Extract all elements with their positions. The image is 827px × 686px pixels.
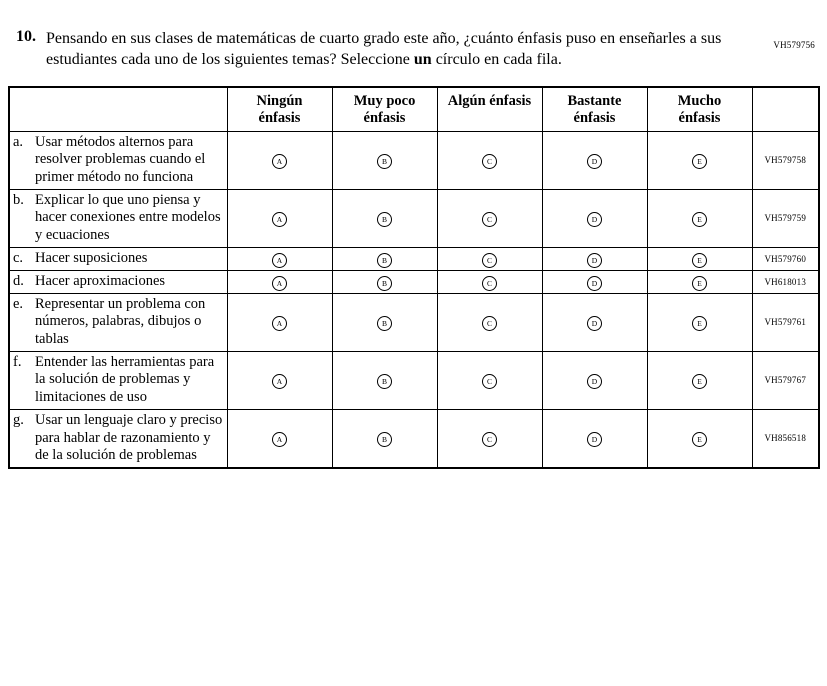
- option-circle-c-row-b[interactable]: C: [482, 212, 497, 227]
- option-cell: [332, 270, 437, 293]
- option-cell: [542, 189, 647, 247]
- row-text: Usar métodos alternos para resolver problemas cuando el primer método no funciona: [35, 133, 206, 185]
- option-cell: [437, 351, 542, 409]
- option-circle-e-row-f[interactable]: E: [692, 374, 707, 389]
- table-row: [9, 247, 819, 270]
- option-circle-d-row-e[interactable]: D: [587, 316, 602, 331]
- option-cell: [437, 270, 542, 293]
- option-circle-b-row-a[interactable]: B: [377, 154, 392, 169]
- row-letter: d.: [13, 272, 24, 289]
- row-letter: f.: [13, 353, 22, 370]
- row-text: Hacer aproximaciones: [35, 272, 166, 289]
- option-cell: [332, 351, 437, 409]
- table-row: [9, 351, 819, 409]
- option-circle-b-row-g[interactable]: B: [377, 432, 392, 447]
- question-text-after: círculo en cada fila.: [435, 51, 562, 69]
- option-circle-e-row-g[interactable]: E: [692, 432, 707, 447]
- option-cell: [647, 270, 752, 293]
- option-circle-d-row-d[interactable]: D: [587, 276, 602, 291]
- row-letter: a.: [13, 133, 24, 150]
- option-circle-a-row-c[interactable]: A: [272, 253, 287, 268]
- row-text: Hacer suposiciones: [35, 249, 148, 266]
- option-cell: [227, 409, 332, 468]
- option-cell: [332, 131, 437, 189]
- row-letter: b.: [13, 191, 24, 208]
- row-code: VH579758: [752, 131, 819, 189]
- header-4: Mucho énfasis: [647, 87, 752, 131]
- option-circle-b-row-c[interactable]: B: [377, 253, 392, 268]
- option-cell: [332, 189, 437, 247]
- option-cell: [227, 293, 332, 351]
- option-circle-b-row-b[interactable]: B: [377, 212, 392, 227]
- option-cell: [332, 293, 437, 351]
- row-code: VH579760: [752, 247, 819, 270]
- row-letter: e.: [13, 295, 24, 312]
- question-text-before: Pensando en sus clases de matemáticas de cuarto grado este año, ¿cuánto énfasis puso en enseñarles a sus estudiantes cada uno de los siguientes temas? Seleccione: [46, 30, 722, 69]
- option-circle-a-row-f[interactable]: A: [272, 374, 287, 389]
- option-circle-e-row-d[interactable]: E: [692, 276, 707, 291]
- option-circle-e-row-c[interactable]: E: [692, 253, 707, 268]
- option-circle-a-row-e[interactable]: A: [272, 316, 287, 331]
- row-label: [9, 247, 227, 270]
- option-cell: [332, 247, 437, 270]
- option-cell: [227, 189, 332, 247]
- table-row: [9, 131, 819, 189]
- option-circle-c-row-c[interactable]: C: [482, 253, 497, 268]
- option-circle-c-row-f[interactable]: C: [482, 374, 497, 389]
- option-cell: [542, 409, 647, 468]
- option-cell: [542, 351, 647, 409]
- option-cell: [437, 247, 542, 270]
- option-circle-d-row-b[interactable]: D: [587, 212, 602, 227]
- option-cell: [227, 131, 332, 189]
- header-row: [9, 87, 819, 131]
- table-header: [9, 87, 819, 131]
- option-circle-e-row-e[interactable]: E: [692, 316, 707, 331]
- header-empty-cell: [9, 87, 227, 131]
- option-circle-a-row-a[interactable]: A: [272, 154, 287, 169]
- form-code: VH579756: [773, 40, 815, 50]
- option-cell: [437, 293, 542, 351]
- option-cell: [227, 270, 332, 293]
- row-code: VH579759: [752, 189, 819, 247]
- row-letter: g.: [13, 411, 24, 428]
- emphasis-table: [8, 86, 820, 469]
- option-circle-e-row-a[interactable]: E: [692, 154, 707, 169]
- option-cell: [542, 131, 647, 189]
- option-cell: [647, 131, 752, 189]
- row-code: VH579767: [752, 351, 819, 409]
- row-label: [9, 189, 227, 247]
- row-code: VH618013: [752, 270, 819, 293]
- header-2: Algún énfasis: [437, 87, 542, 131]
- option-cell: [332, 409, 437, 468]
- header-3: Bastante énfasis: [542, 87, 647, 131]
- option-cell: [542, 270, 647, 293]
- option-cell: [227, 351, 332, 409]
- option-circle-a-row-d[interactable]: A: [272, 276, 287, 291]
- option-circle-d-row-f[interactable]: D: [587, 374, 602, 389]
- option-circle-c-row-g[interactable]: C: [482, 432, 497, 447]
- option-cell: [227, 247, 332, 270]
- question-emphasis: un: [413, 51, 432, 69]
- option-cell: [542, 247, 647, 270]
- row-text: Entender las herramientas para la solución de problemas y limitaciones de uso: [35, 353, 215, 406]
- option-circle-a-row-b[interactable]: A: [272, 212, 287, 227]
- row-text: Explicar lo que uno piensa y hacer conexiones entre modelos y ecuaciones: [35, 191, 221, 243]
- row-label: [9, 409, 227, 468]
- row-label: [9, 351, 227, 409]
- option-circle-e-row-b[interactable]: E: [692, 212, 707, 227]
- option-circle-b-row-f[interactable]: B: [377, 374, 392, 389]
- header-code-cell: [752, 87, 819, 131]
- row-text: Usar un lenguaje claro y preciso para hablar de razonamiento y de la solución de problemas: [35, 411, 223, 464]
- table-row: [9, 293, 819, 351]
- option-cell: [647, 293, 752, 351]
- option-circle-b-row-e[interactable]: B: [377, 316, 392, 331]
- table-row: [9, 409, 819, 468]
- row-code: VH579761: [752, 293, 819, 351]
- header-0: Ningún énfasis: [227, 87, 332, 131]
- option-circle-c-row-a[interactable]: C: [482, 154, 497, 169]
- row-label: [9, 293, 227, 351]
- row-label: [9, 270, 227, 293]
- option-cell: [437, 189, 542, 247]
- option-cell: [647, 189, 752, 247]
- table-body: [9, 131, 819, 468]
- option-cell: [647, 409, 752, 468]
- row-text: Representar un problema con números, palabras, dibujos o tablas: [35, 295, 206, 348]
- option-cell: [542, 293, 647, 351]
- option-circle-d-row-c[interactable]: D: [587, 253, 602, 268]
- option-cell: [437, 409, 542, 468]
- option-cell: [437, 131, 542, 189]
- option-circle-b-row-d[interactable]: B: [377, 276, 392, 291]
- option-cell: [647, 247, 752, 270]
- question-number: 10.: [16, 28, 36, 45]
- header-1: Muy poco énfasis: [332, 87, 437, 131]
- row-code: VH856518: [752, 409, 819, 468]
- option-circle-d-row-a[interactable]: D: [587, 154, 602, 169]
- option-circle-a-row-g[interactable]: A: [272, 432, 287, 447]
- row-label: [9, 131, 227, 189]
- option-circle-c-row-e[interactable]: C: [482, 316, 497, 331]
- table-row: [9, 270, 819, 293]
- question-text: [46, 28, 746, 70]
- row-letter: c.: [13, 249, 24, 266]
- table-row: [9, 189, 819, 247]
- question: [16, 28, 807, 70]
- option-cell: [647, 351, 752, 409]
- option-circle-d-row-g[interactable]: D: [587, 432, 602, 447]
- option-circle-c-row-d[interactable]: C: [482, 276, 497, 291]
